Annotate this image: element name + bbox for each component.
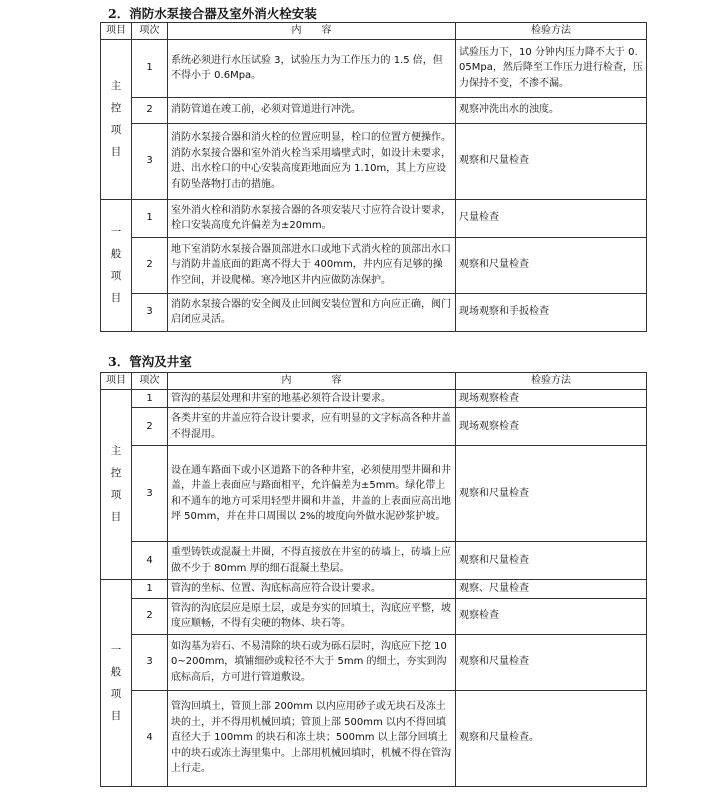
row-method: 观察和尺量检查 <box>456 123 647 199</box>
table-row <box>101 237 647 293</box>
row-no: 3 <box>132 634 168 690</box>
header-no: 项次 <box>132 23 168 40</box>
row-content: 消防管道在竣工前，必须对管道进行冲洗。 <box>168 97 456 123</box>
section-3-title: 3．管沟及井室 <box>108 354 192 369</box>
row-method: 试验压力下，10 分钟内压力降不大于 0.05Mpa，然后降至工作压力进行检查，压力保持不变，不渗不漏。 <box>456 39 647 97</box>
row-content: 各类井室的井盖应符合设计要求，应有明显的文字标高各种井盖不得混用。 <box>168 408 456 446</box>
row-no: 1 <box>132 580 168 599</box>
row-content: 设在通车路面下或小区道路下的各种井室，必须使用型井圈和井盖，井盖上表面应与路面相平，允许偏差为±5mm。绿化带上和不通车的地方可采用轻型井圈和井盖，井盖的上表面应高出地坪 50mm，并在井口周围以 2%的坡度向外做水泥砂浆护坡。 <box>168 446 456 542</box>
row-method: 观察、尺量检查 <box>456 580 647 599</box>
row-content: 如沟基为岩石、不易清除的块石或为砾石层时，沟底应下挖 100~200mm，填铺细砂或粒径不大于 5mm 的细土，夯实到沟底标高后，方可进行管道敷设。 <box>168 634 456 690</box>
row-method: 现场观察检查 <box>456 408 647 446</box>
row-no: 1 <box>132 389 168 408</box>
row-no: 4 <box>132 690 168 786</box>
row-method: 观察和尺量检查 <box>456 446 647 542</box>
header-no: 项次 <box>132 373 168 390</box>
row-no: 1 <box>132 199 168 237</box>
row-method: 观察冲洗出水的浊度。 <box>456 97 647 123</box>
row-content: 管沟的坐标、位置、沟底标高应符合设计要求。 <box>168 580 456 599</box>
row-no: 2 <box>132 408 168 446</box>
row-method: 尺量检查 <box>456 199 647 237</box>
row-method: 现场观察检查 <box>456 389 647 408</box>
table-row <box>101 580 647 599</box>
row-method: 观察和尺量检查 <box>456 237 647 293</box>
table-header-row <box>101 373 647 390</box>
row-content: 管沟的沟底层应是原土层，或是夯实的回填土，沟底应平整，坡度应顺畅，不得有尖硬的物体、块石等。 <box>168 598 456 634</box>
table-row <box>101 97 647 123</box>
general-label: 一般项目 <box>101 199 132 331</box>
table-row <box>101 39 647 97</box>
row-no: 3 <box>132 123 168 199</box>
header-method: 检验方法 <box>456 373 647 390</box>
header-item: 项目 <box>101 373 132 390</box>
row-no: 1 <box>132 39 168 97</box>
section-3-table <box>100 372 647 787</box>
row-method: 现场观察和手扳检查 <box>456 293 647 331</box>
table-row <box>101 389 647 408</box>
row-content: 管沟回填土，管顶上部 200mm 以内应用砂子或无块石及冻土块的土，并不得用机械回填；管顶上部 500mm 以内不得回填直径大于 100mm 的块石和冻土块；500mm 以上部分回填土中的块石或冻土海里集中。上部用机械回填时，机械不得在管沟上行走。 <box>168 690 456 786</box>
header-method: 检验方法 <box>456 23 647 40</box>
table-row <box>101 542 647 580</box>
general-label: 一般项目 <box>101 580 132 787</box>
table-row <box>101 123 647 199</box>
header-item: 项目 <box>101 23 132 40</box>
table-row <box>101 446 647 542</box>
row-content: 系统必须进行水压试验 3，试验压力为工作压力的 1.5 倍，但不得小于 0.6Mpa。 <box>168 39 456 97</box>
row-no: 4 <box>132 542 168 580</box>
table-header-row <box>101 23 647 40</box>
row-no: 3 <box>132 446 168 542</box>
table-row <box>101 690 647 786</box>
header-content: 内 容 <box>168 373 456 390</box>
row-method: 观察和尺量检查。 <box>456 690 647 786</box>
row-no: 2 <box>132 598 168 634</box>
table-row <box>101 293 647 331</box>
section-2-table <box>100 22 647 332</box>
row-content: 消防水泵接合器和消火栓的位置应明显，栓口的位置方便操作。消防水泵接合器和室外消火栓当采用墙壁式时，如设计未要求，进、出水栓口的中心安装高度距地面应为 1.10m，其上方应设有防坠落物打击的措施。 <box>168 123 456 199</box>
row-content: 管沟的基层处理和井室的地基必须符合设计要求。 <box>168 389 456 408</box>
row-no: 2 <box>132 237 168 293</box>
main-control-label: 主控项目 <box>101 39 132 199</box>
row-content: 地下室消防水泵接合器顶部进水口或地下式消火栓的顶部出水口与消防井盖底面的距离不得大于 400mm，井内应有足够的操作空间，并设爬梯。寒冷地区井内应做防冻保护。 <box>168 237 456 293</box>
row-no: 3 <box>132 293 168 331</box>
row-content: 重型铸铁或混凝土井圈，不得直接放在井室的砖墙上，砖墙上应做不少于 80mm 厚的细石混凝土垫层。 <box>168 542 456 580</box>
table-row <box>101 408 647 446</box>
header-content: 内 容 <box>168 23 456 40</box>
row-content: 室外消火栓和消防水泵接合器的各项安装尺寸应符合设计要求，栓口安装高度允许偏差为±20mm。 <box>168 199 456 237</box>
section-2-title: 2．消防水泵接合器及室外消火栓安装 <box>108 6 317 21</box>
table-row <box>101 634 647 690</box>
row-no: 2 <box>132 97 168 123</box>
table-row <box>101 199 647 237</box>
row-content: 消防水泵接合器的安全阀及止回阀安装位置和方向应正确，阀门启闭应灵活。 <box>168 293 456 331</box>
table-row <box>101 598 647 634</box>
main-control-label: 主控项目 <box>101 389 132 580</box>
row-method: 观察检查 <box>456 598 647 634</box>
row-method: 观察和尺量检查 <box>456 634 647 690</box>
row-method: 观察和尺量检查 <box>456 542 647 580</box>
